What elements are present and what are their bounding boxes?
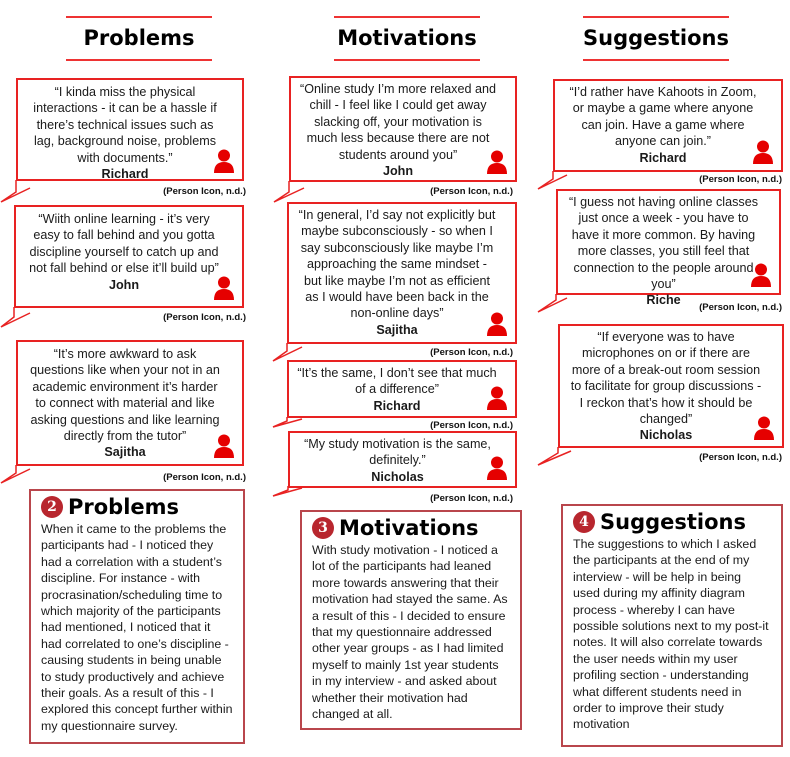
image-credit: (Person Icon, n.d.) [430,420,513,431]
image-credit: (Person Icon, n.d.) [699,174,782,185]
heading-suggestions [583,16,729,61]
quote-text: “I kinda miss the physical interactions - it can be a hassle if there’s technical issues such as lag, background noise, problems with documents.” [33,85,217,165]
quote-bubble [553,79,783,172]
quote-text: “My study motivation is the same, definitely.” [304,437,491,468]
quote-text: “Online study I’m more relaxed and chill - I feel like I could get away slacking off, your motivation is much less because there are not students around you” [300,82,496,162]
summary-header [312,516,510,540]
summary-body: The suggestions to which I asked the participants at the end of my interview - will be help in being used during my affinity diagram process - whereby I can have possible solutions next to my post-it notes. It will also correlate towards the user needs within my user profiling section - understanding what different students need in order to improve their study motivation [573,537,769,732]
participant-name: Richard [639,150,687,165]
person-icon [753,140,773,164]
quote-bubble [14,205,244,308]
image-credit: (Person Icon, n.d.) [163,472,246,483]
speech-tail [537,445,577,469]
quote-bubble [288,431,517,488]
quote-bubble [558,324,784,448]
quote-bubble [287,360,517,418]
person-icon [751,263,771,287]
heading-rule-bottom [334,59,480,61]
column-title: Problems [83,26,195,50]
person-icon [487,386,507,410]
number-badge: 3 [312,517,334,539]
summary-title: Suggestions [600,510,746,534]
speech-tail [0,305,40,329]
summary-body: With study motivation - I noticed a lot of the participants had leaned more towards answering that their motivation had stayed the same. As a result of this - I decided to ensure that my questionnaire addressed other year groups - as I had limited myself to mainly 1st year students in my interview - and asked about whether their motivation had changed at all. [312,543,508,722]
participant-name: John [108,277,140,292]
summary-header [41,495,233,519]
quote-text: “It’s the same, I don’t see that much of a difference” [297,366,497,397]
image-credit: (Person Icon, n.d.) [699,302,782,313]
participant-name: Nicholas [371,469,424,484]
summary-title: Problems [68,495,180,519]
quote-bubble [16,340,244,466]
participant-name: Sajitha [376,322,418,337]
image-credit: (Person Icon, n.d.) [699,452,782,463]
heading-rule-bottom [583,59,729,61]
heading-problems [66,16,212,61]
quote-text: “I guess not having online classes just once a week - you have to have it more common. By having more classes, you still feel that connection to the people around you” [568,195,759,292]
summary-suggestions [561,504,783,747]
summary-title: Motivations [339,516,479,540]
image-credit: (Person Icon, n.d.) [163,312,246,323]
heading-motivations [334,16,480,61]
column-title: Motivations [337,26,477,50]
speech-tail [537,292,577,316]
participant-name: Sajitha [104,445,146,460]
participant-name: Riche [646,293,681,308]
number-badge: 2 [41,496,63,518]
quote-bubble [16,78,244,181]
image-credit: (Person Icon, n.d.) [163,186,246,197]
quote-bubble [287,202,517,344]
participant-name: Nicholas [639,428,693,443]
summary-header [573,510,771,534]
quote-text: “In general, I’d say not explicitly but maybe subconsciously - so when I say subconsciously like maybe I’m approaching the same mindset - but like maybe I’m not as efficient as I would have been back in the non-online days” [298,208,496,321]
quote-text: “Wiith online learning - it’s very easy to fall behind and you gotta discipline yourself to catch up and not fall behind or else it’ll build up” [29,212,219,276]
summary-motivations [300,510,522,730]
person-icon [487,456,507,480]
participant-name: Richard [373,398,421,413]
person-icon [754,416,774,440]
person-icon [214,276,234,300]
image-credit: (Person Icon, n.d.) [430,347,513,358]
speech-tail [0,178,40,204]
quote-text: “If everyone was to have microphones on or if there are more of a break-out room session to facilitate for group discussions - I reckon that’s how it should be changed” [570,330,762,427]
summary-body: When it came to the problems the participants had - I noticed they had a correlation with a student’s discipline. For instance - with procrasination/scheduling time to which majority of the participants had mentioned, I noticed that it had correlated to one’s discipline - causing students in being unable to study productively and achieve their goals. As a result of this - I explored this concept further within my questionnaire survey. [41,522,233,733]
summary-problems [29,489,245,744]
person-icon [487,312,507,336]
column-title: Suggestions [583,26,729,50]
speech-tail [272,484,312,498]
number-badge: 4 [573,511,595,533]
speech-tail [272,415,312,429]
quote-bubble [289,76,517,182]
participant-name: John [382,164,414,179]
person-icon [214,149,234,173]
image-credit: (Person Icon, n.d.) [430,493,513,504]
speech-tail [0,463,40,487]
participant-name: Richard [101,167,149,182]
quote-text: “It’s more awkward to ask questions like when your not in an academic environment it’s harder to connect with material and like asking questions and like learning directly from the tutor” [30,347,220,444]
person-icon [214,434,234,458]
image-credit: (Person Icon, n.d.) [430,186,513,197]
person-icon [487,150,507,174]
quote-text: “I’d rather have Kahoots in Zoom, or maybe a game where anyone can join. Have a game where anyone can join.” [569,85,757,149]
heading-rule-bottom [66,59,212,61]
